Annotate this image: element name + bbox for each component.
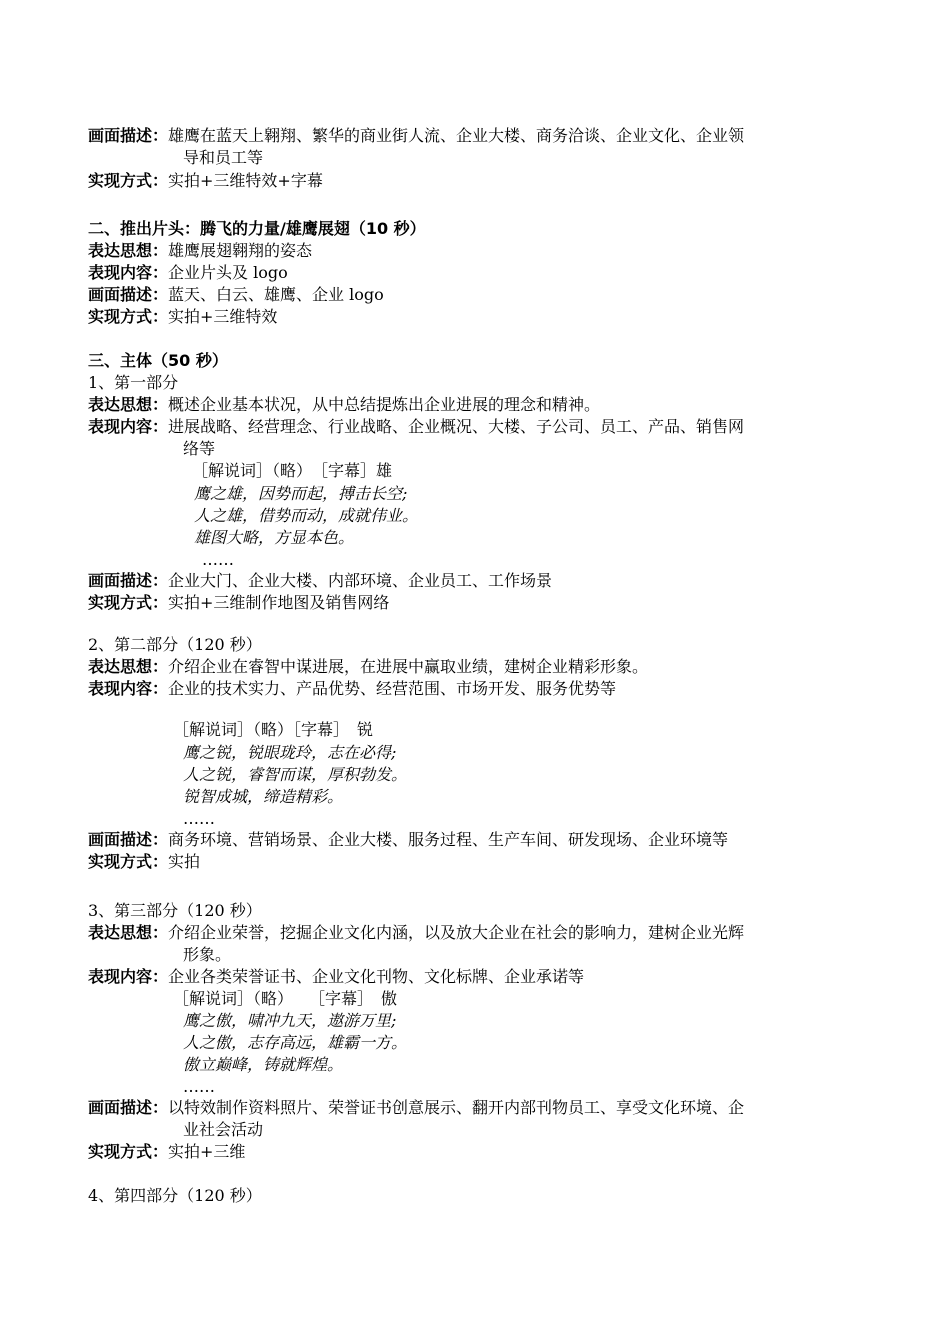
field-label: 画面描述： <box>88 1098 169 1117</box>
field-label: 表现内容： <box>88 679 169 698</box>
part-title: 2、第二部分（120 秒） <box>88 635 262 654</box>
poem-line: 鹰之锐，锐眼珑玲，志在必得; <box>183 743 397 762</box>
field-label: 实现方式： <box>88 171 169 190</box>
intro-method-row <box>88 170 323 192</box>
field-label: 实现方式： <box>88 307 169 326</box>
field-text: 商务环境、营销场景、企业大楼、服务过程、生产车间、研发现场、企业环境等 <box>168 830 729 849</box>
field-text: 概述企业基本状况，从中总结提炼出企业进展的理念和精神。 <box>168 395 601 414</box>
poem-line: 锐智成城，缔造精彩。 <box>183 787 344 806</box>
field-text: 实拍+三维 <box>168 1142 246 1161</box>
ellipsis: …… <box>183 809 215 828</box>
field-label: 表达思想： <box>88 657 169 676</box>
field-text: 实拍+三维特效+字幕 <box>168 171 323 190</box>
p1-thought-row <box>88 394 600 416</box>
field-text: 进展战略、经营理念、行业战略、企业概况、大楼、子公司、员工、产品、销售网 <box>168 417 745 436</box>
narration-line: ［解说词］（略） ［字幕］ 傲 <box>173 989 398 1008</box>
intro-desc-row <box>88 125 744 147</box>
s2-desc-row <box>88 284 384 306</box>
field-label: 画面描述： <box>88 571 169 590</box>
ellipsis: …… <box>202 550 234 569</box>
poem-line: 鹰之傲，啸冲九天，遨游万里; <box>183 1011 397 1030</box>
field-label: 表达思想： <box>88 395 169 414</box>
poem-line: 人之傲，志存高远，雄霸一方。 <box>183 1033 408 1052</box>
field-label: 表达思想： <box>88 241 169 260</box>
poem-line: 傲立巅峰，铸就辉煌。 <box>183 1055 344 1074</box>
field-text: 企业的技术实力、产品优势、经营范围、市场开发、服务优势等 <box>168 679 617 698</box>
part-title: 4、第四部分（120 秒） <box>88 1186 262 1205</box>
field-label: 画面描述： <box>88 285 169 304</box>
p2-method-row <box>88 851 200 873</box>
poem-line: 鹰之雄，因势而起，搏击长空; <box>194 484 408 503</box>
section-title: 二、推出片头：腾飞的力量/雄鹰展翅（10 秒） <box>88 219 426 238</box>
field-label: 表达思想： <box>88 923 169 942</box>
section-title: 三、主体（50 秒） <box>88 351 228 370</box>
field-text: 实拍 <box>168 852 201 871</box>
s2-method-row <box>88 306 277 328</box>
field-label: 画面描述： <box>88 830 169 849</box>
s2-content-row <box>88 262 288 284</box>
p3-desc-row <box>88 1097 744 1119</box>
part-title: 1、第一部分 <box>88 373 179 392</box>
field-label: 表现内容： <box>88 967 169 986</box>
field-label: 实现方式： <box>88 852 169 871</box>
field-text: 以特效制作资料照片、荣誉证书创意展示、翻开内部刊物员工、享受文化环境、企 <box>168 1098 745 1117</box>
field-text: 雄鹰展翅翱翔的姿态 <box>168 241 313 260</box>
p1-desc-row <box>88 570 552 592</box>
p3-method-row <box>88 1141 245 1163</box>
field-label: 实现方式： <box>88 1142 169 1161</box>
p2-content-row <box>88 678 616 700</box>
narration-line: ［解说词］（略） ［字幕］雄 <box>192 461 393 480</box>
field-label: 画面描述： <box>88 126 169 145</box>
field-text-continued: 形象。 <box>183 945 232 964</box>
p1-method-row <box>88 592 389 614</box>
p3-thought-row <box>88 922 744 944</box>
field-text: 企业片头及 logo <box>168 263 288 282</box>
field-text-continued: 业社会活动 <box>183 1120 264 1139</box>
field-text-continued: 络等 <box>183 439 216 458</box>
p1-content-row <box>88 416 744 438</box>
field-label: 表现内容： <box>88 263 169 282</box>
ellipsis: …… <box>183 1077 215 1096</box>
field-text: 雄鹰在蓝天上翱翔、繁华的商业街人流、企业大楼、商务洽谈、企业文化、企业领 <box>168 126 745 145</box>
p2-thought-row <box>88 656 648 678</box>
field-text: 蓝天、白云、雄鹰、企业 logo <box>168 285 384 304</box>
field-label: 实现方式： <box>88 593 169 612</box>
part-title: 3、第三部分（120 秒） <box>88 901 262 920</box>
field-text: 介绍企业在睿智中谋进展，在进展中赢取业绩，建树企业精彩形象。 <box>168 657 649 676</box>
p3-content-row <box>88 966 584 988</box>
field-text: 企业各类荣誉证书、企业文化刊物、文化标牌、企业承诺等 <box>168 967 585 986</box>
poem-line: 人之雄，借势而动，成就伟业。 <box>194 506 419 525</box>
p2-desc-row <box>88 829 728 851</box>
narration-line: ［解说词］（略）［字幕］ 锐 <box>173 720 374 739</box>
field-text: 介绍企业荣誉，挖掘企业文化内涵，以及放大企业在社会的影响力，建树企业光辉 <box>168 923 745 942</box>
field-text: 实拍+三维制作地图及销售网络 <box>168 593 390 612</box>
field-text: 企业大门、企业大楼、内部环境、企业员工、工作场景 <box>168 571 553 590</box>
poem-line: 雄图大略，方显本色。 <box>194 528 355 547</box>
s2-thought-row <box>88 240 312 262</box>
field-text-continued: 导和员工等 <box>183 148 264 167</box>
field-label: 表现内容： <box>88 417 169 436</box>
poem-line: 人之锐，睿智而谋，厚积勃发。 <box>183 765 408 784</box>
field-text: 实拍+三维特效 <box>168 307 278 326</box>
